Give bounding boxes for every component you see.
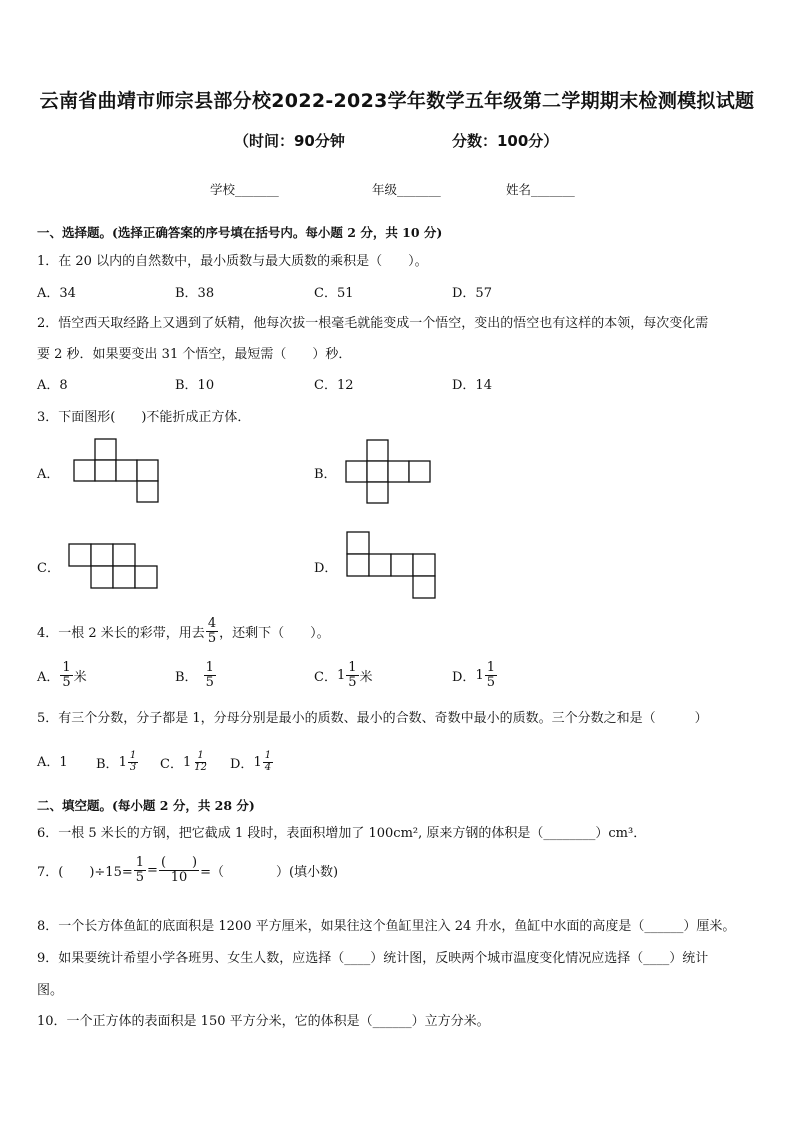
q1-option-b[interactable]: B．38 — [175, 286, 215, 301]
q5-option-c-label: C． — [160, 756, 183, 772]
q5-option-d-whole: 1 — [253, 754, 262, 770]
q4-option-b-label: B． — [175, 669, 198, 685]
q5-option-d-label: D． — [230, 756, 254, 772]
q4-option-c-num: 1 — [348, 660, 357, 675]
q3-option-c-label[interactable]: C． — [37, 561, 60, 576]
question-4 — [37, 617, 330, 645]
q4-option-a-num: 1 — [62, 660, 71, 675]
q4-option-c-label: C． — [314, 669, 337, 685]
q4-option-a-unit: 米 — [73, 669, 87, 685]
q2-option-b[interactable]: B．10 — [175, 378, 215, 393]
q4-option-b[interactable] — [175, 661, 217, 689]
question-6: 6．一根 5 米长的方钢，把它截成 1 段时，表面积增加了 100cm², 原来方钢的体积是（________）cm³． — [37, 826, 647, 841]
q4-option-a-den: 5 — [62, 674, 71, 690]
q4-option-d-den: 5 — [486, 674, 495, 690]
q5-option-c[interactable] — [160, 751, 210, 773]
q4-option-d-num: 1 — [486, 660, 495, 675]
q3-option-d-label[interactable]: D． — [314, 561, 338, 576]
q3-option-d-net[interactable] — [347, 532, 437, 600]
question-1: 1．在 20 以内的自然数中，最小质数与最大质数的乘积是（ ）。 — [37, 254, 428, 269]
question-2-line2: 要 2 秒．如果要变出 31 个悟空，最短需（ ）秒． — [37, 347, 352, 362]
question-2-line1: 2．悟空西天取经路上又遇到了妖精，他每次拔一根毫毛就能变成一个悟空，变出的悟空也有这样的本领，每次变化需 — [37, 316, 709, 331]
q4-option-a[interactable] — [37, 661, 87, 689]
exam-score: 分数：100分） — [452, 132, 559, 150]
section-heading-choice: 一、选择题。(选择正确答案的序号填在括号内。每小题 2 分，共 10 分) — [37, 225, 443, 240]
q1-option-a[interactable]: A．34 — [37, 286, 76, 301]
q1-option-c[interactable]: C．51 — [314, 286, 354, 301]
q3-option-a-net[interactable] — [74, 439, 160, 503]
q4-option-d-fraction — [485, 661, 497, 689]
q2-option-c[interactable]: C．12 — [314, 378, 354, 393]
q1-option-d[interactable]: D．57 — [452, 286, 492, 301]
q4-option-a-label: A． — [37, 669, 60, 685]
q5-option-b-num: 1 — [129, 750, 137, 761]
q4-option-d-label: D． — [452, 669, 476, 685]
q5-option-b-den: 3 — [129, 761, 137, 773]
q5-option-d-fraction — [263, 751, 273, 773]
q5-option-b-label: B． — [96, 756, 119, 772]
q3-option-b-net[interactable] — [346, 440, 432, 504]
q7-fraction-1-den: 5 — [135, 869, 145, 885]
q5-option-d[interactable] — [230, 751, 274, 773]
q7-fraction-2-num[interactable]: ( ) — [160, 855, 198, 870]
q3-option-a-label[interactable]: A． — [37, 467, 60, 482]
question-9-line2: 图。 — [37, 983, 64, 998]
q7-equals: = — [147, 862, 158, 878]
exam-title: 云南省曲靖市师宗县部分校2022-2023学年数学五年级第二学期期末检测模拟试题 — [39, 90, 755, 112]
q5-option-c-num: 1 — [197, 750, 204, 761]
q4-option-c[interactable] — [314, 661, 373, 689]
exam-time: （时间：90分钟 — [234, 132, 345, 150]
question-3: 3．下面图形( )不能折成正方体． — [37, 410, 251, 425]
question-10: 10．一个正方体的表面积是 150 平方分米，它的体积是（______）立方分米。 — [37, 1014, 490, 1029]
q7-fraction-2 — [159, 856, 199, 884]
q5-option-c-fraction — [192, 751, 209, 773]
q4-text-post: ，还剩下（ ）。 — [219, 625, 330, 641]
q4-option-b-num: 1 — [205, 660, 214, 675]
q7-fraction-1-num: 1 — [135, 855, 145, 870]
question-5: 5．有三个分数，分子都是 1，分母分别是最小的质数、最小的合数、奇数中最小的质数。三个分数之和是（ ） — [37, 711, 708, 726]
q5-option-d-den: 4 — [264, 761, 272, 773]
q4-option-c-den: 5 — [348, 674, 357, 690]
q7-fraction-1 — [134, 856, 146, 884]
question-7 — [37, 856, 338, 884]
q4-option-c-whole: 1 — [336, 667, 346, 683]
q7-fraction-2-den: 10 — [170, 869, 188, 885]
section-heading-fill: 二、填空题。(每小题 2 分，共 28 分) — [37, 798, 255, 813]
q4-fraction-num: 4 — [207, 616, 217, 631]
q5-option-b-fraction — [128, 751, 138, 773]
q7-text-pre: 7．( )÷15= — [37, 864, 133, 880]
question-8: 8．一个长方体鱼缸的底面积是 1200 平方厘米，如果往这个鱼缸里注入 24 升水，鱼缸中水面的高度是（______）厘米。 — [37, 919, 736, 934]
q5-option-a[interactable] — [37, 751, 68, 770]
q2-option-a[interactable]: A．8 — [37, 378, 68, 393]
q4-fraction — [206, 617, 218, 645]
q4-option-d[interactable] — [452, 661, 498, 689]
q5-option-d-num: 1 — [264, 750, 272, 761]
q4-option-a-fraction — [60, 661, 72, 689]
q5-option-a-label: A．1 — [37, 755, 68, 770]
q3-option-b-label[interactable]: B． — [314, 467, 337, 482]
q4-text-pre: 4．一根 2 米长的彩带，用去 — [37, 625, 205, 641]
school-field[interactable]: 学校_______ — [210, 182, 279, 197]
q7-text-post: =（ ）(填小数) — [200, 864, 339, 880]
q4-option-d-whole: 1 — [475, 667, 484, 683]
q5-option-b-whole: 1 — [118, 754, 127, 770]
name-field[interactable]: 姓名_______ — [506, 182, 575, 197]
q4-option-c-fraction — [346, 661, 358, 689]
q5-option-c-whole: 1 — [182, 754, 192, 770]
q5-option-c-den: 12 — [194, 761, 207, 773]
q4-option-b-fraction — [204, 661, 216, 689]
q4-fraction-den: 5 — [207, 630, 217, 646]
q3-option-c-net[interactable] — [69, 544, 159, 589]
q4-option-c-unit: 米 — [359, 669, 373, 685]
q5-option-b[interactable] — [96, 751, 139, 773]
question-9-line1: 9．如果要统计希望小学各班男、女生人数，应选择（____）统计图，反映两个城市温度变化情况应选择（____）统计 — [37, 951, 709, 966]
grade-field[interactable]: 年级_______ — [372, 182, 441, 197]
q2-option-d[interactable]: D．14 — [452, 378, 492, 393]
q4-option-b-den: 5 — [205, 674, 214, 690]
